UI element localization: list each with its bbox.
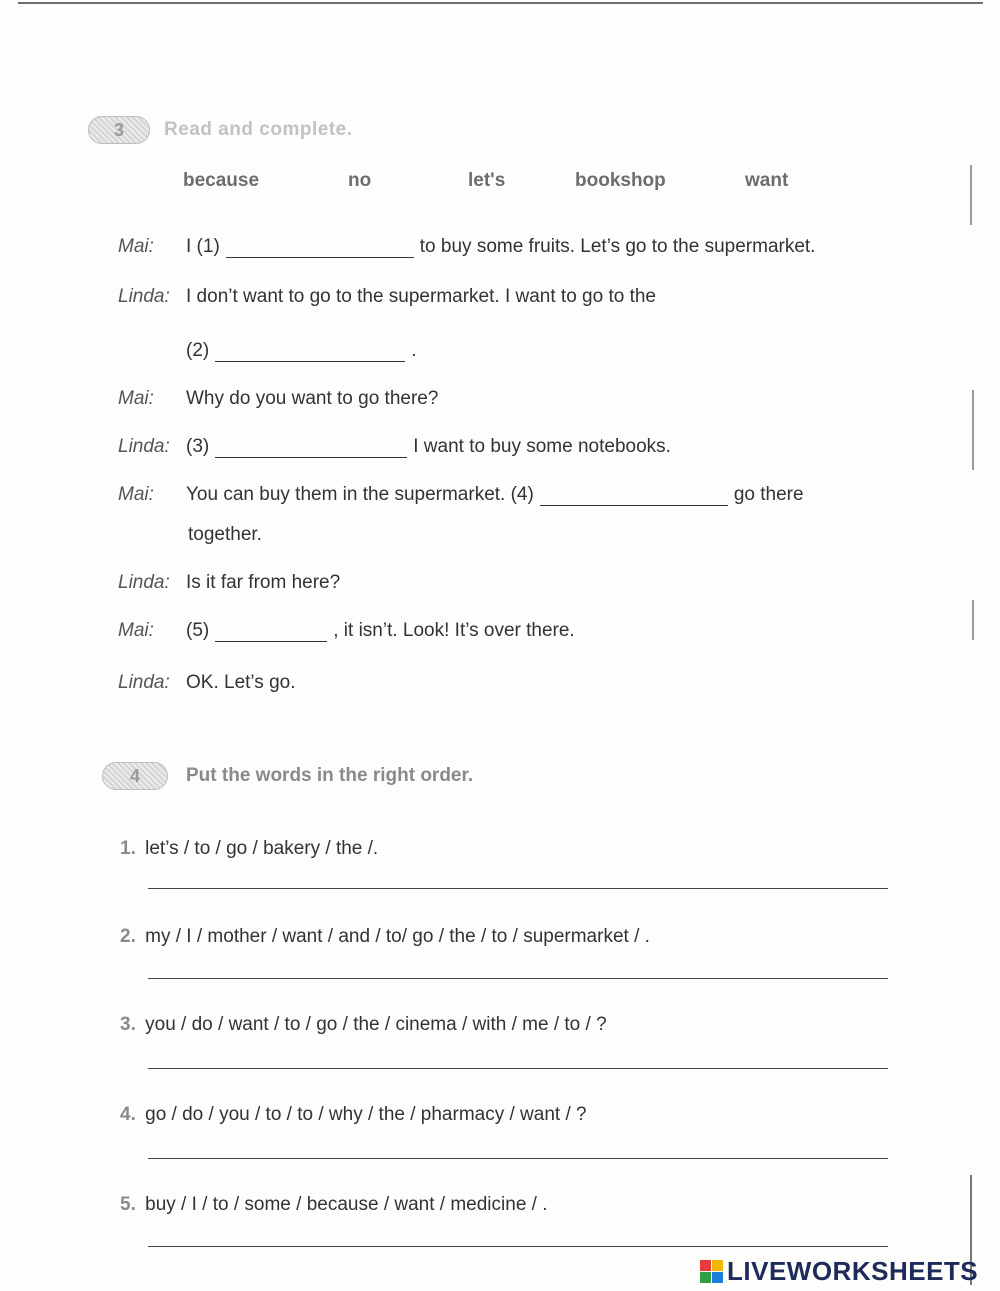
question-number: 3. <box>120 1014 136 1035</box>
section4-title: Put the words in the right order. <box>186 765 474 786</box>
answer-4-input[interactable] <box>148 1158 888 1159</box>
logo-square <box>712 1260 723 1271</box>
blank-3-input[interactable] <box>215 439 407 458</box>
dialogue-text: (5) <box>186 620 210 641</box>
dialogue-line-6 <box>118 484 804 506</box>
speaker-label: Mai: <box>118 620 154 641</box>
dialogue-line-1 <box>118 236 815 258</box>
speaker-label: Linda: <box>118 572 170 593</box>
blank-5-input[interactable] <box>215 623 327 642</box>
dialogue-line-10 <box>118 672 296 694</box>
order-question-1 <box>120 838 378 860</box>
liveworksheets-logo-icon <box>700 1260 723 1283</box>
top-border-line <box>18 2 983 4</box>
dialogue-line-7 <box>188 524 262 546</box>
dialogue-line-2 <box>118 286 656 308</box>
order-question-5 <box>120 1194 548 1216</box>
question-number: 4. <box>120 1104 136 1125</box>
section4-header <box>102 762 473 790</box>
logo-square <box>700 1272 711 1283</box>
dialogue-text: Why do you want to go there? <box>186 388 439 409</box>
word-bank-item: bookshop <box>575 170 666 191</box>
dialogue-text: (2) <box>186 340 210 361</box>
blank-1-input[interactable] <box>226 239 414 258</box>
scan-mark <box>972 600 974 640</box>
question-text: go / do / you / to / to / why / the / pharmacy / want / ? <box>145 1104 587 1125</box>
word-bank <box>183 170 823 200</box>
brand-text: LIVEWORKSHEETS <box>727 1256 979 1286</box>
answer-2-input[interactable] <box>148 978 888 979</box>
question-text: you / do / want / to / go / the / cinema / with / me / to / ? <box>145 1014 607 1035</box>
answer-1-input[interactable] <box>148 888 888 889</box>
dialogue-text: OK. Let’s go. <box>186 672 296 693</box>
dialogue-text: I want to buy some notebooks. <box>413 436 671 457</box>
section3-title: Read and complete. <box>164 119 353 140</box>
speaker-label: Linda: <box>118 436 170 457</box>
logo-square <box>700 1260 711 1271</box>
dialogue-text: together. <box>188 524 262 545</box>
section3-header <box>88 116 353 144</box>
scan-mark <box>972 390 974 470</box>
speaker-label: Mai: <box>118 388 154 409</box>
question-text: my / I / mother / want / and / to/ go / the / to / supermarket / . <box>145 926 650 947</box>
speaker-label: Linda: <box>118 286 170 307</box>
dialogue-text: I (1) <box>186 236 220 257</box>
blank-4-input[interactable] <box>540 487 728 506</box>
word-bank-item: let's <box>468 170 506 191</box>
dialogue-text: You can buy them in the supermarket. (4) <box>186 484 534 505</box>
scan-mark <box>970 165 972 225</box>
answer-3-input[interactable] <box>148 1068 888 1069</box>
dialogue-line-4 <box>118 388 438 410</box>
word-bank-item: because <box>183 170 260 191</box>
liveworksheets-brand <box>700 1256 978 1287</box>
speaker-label: Mai: <box>118 484 154 505</box>
dialogue-line-9 <box>118 620 575 642</box>
dialogue-text: . <box>411 340 417 361</box>
dialogue-line-5 <box>118 436 671 458</box>
dialogue-text: , it isn’t. Look! It’s over there. <box>333 620 575 641</box>
dialogue-text: Is it far from here? <box>186 572 341 593</box>
order-question-2 <box>120 926 650 948</box>
dialogue-text: go there <box>733 484 804 505</box>
dialogue-text: to buy some fruits. Let’s go to the supermarket. <box>419 236 816 257</box>
section3-number-badge: 3 <box>88 116 150 144</box>
section4-number-badge: 4 <box>102 762 168 790</box>
dialogue-text: I don’t want to go to the supermarket. I want to go to the <box>186 286 656 307</box>
blank-2-input[interactable] <box>215 343 405 362</box>
question-number: 1. <box>120 838 136 859</box>
order-question-4 <box>120 1104 587 1126</box>
question-text: buy / I / to / some / because / want / medicine / . <box>145 1194 548 1215</box>
dialogue-line-8 <box>118 572 340 594</box>
answer-5-input[interactable] <box>148 1246 888 1247</box>
order-question-3 <box>120 1014 607 1036</box>
question-text: let’s / to / go / bakery / the /. <box>145 838 379 859</box>
word-bank-item: want <box>745 170 789 191</box>
word-bank-item: no <box>348 170 372 191</box>
dialogue-line-3 <box>186 340 417 362</box>
speaker-label: Linda: <box>118 672 170 693</box>
speaker-label: Mai: <box>118 236 154 257</box>
question-number: 2. <box>120 926 136 947</box>
question-number: 5. <box>120 1194 136 1215</box>
dialogue-text: (3) <box>186 436 210 457</box>
logo-square <box>712 1272 723 1283</box>
